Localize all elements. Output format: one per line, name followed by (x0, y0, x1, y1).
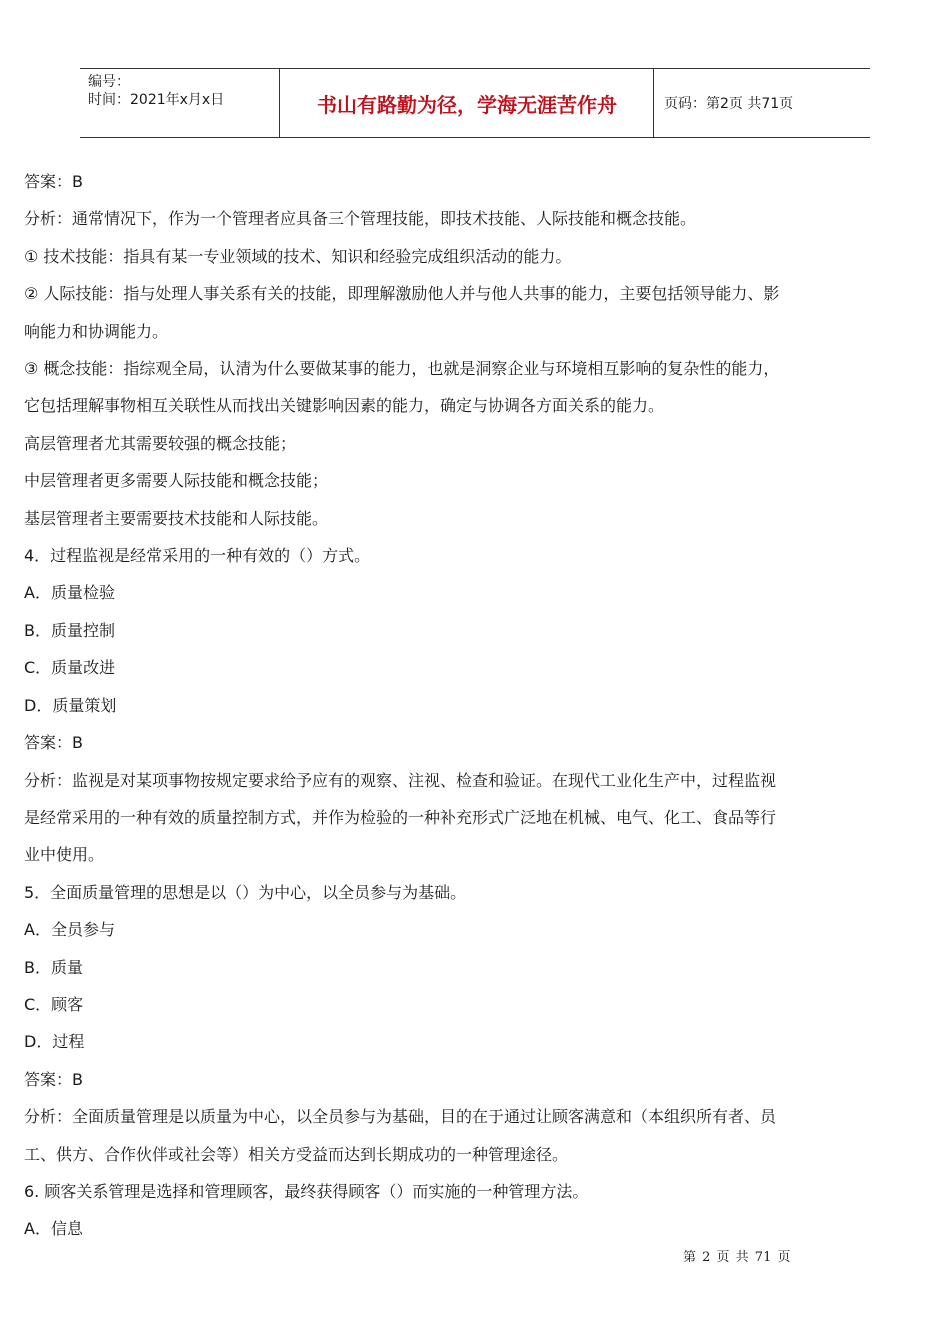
page-header (80, 68, 870, 138)
header-page-info: 页码：第2页 共71页 (664, 96, 794, 112)
option-line: C．顾客 (24, 994, 84, 1014)
text-line: ② 人际技能：指与处理人事关系有关的技能，即理解激励他人并与他人共事的能力，主要包括领导能力、影 (24, 284, 780, 304)
question-line: 6. 顾客关系管理是选择和管理顾客，最终获得顾客（）而实施的一种管理方法。 (24, 1181, 589, 1201)
option-line: B．质量 (24, 957, 83, 977)
text-line: 分析：通常情况下，作为一个管理者应具备三个管理技能，即技术技能、人际技能和概念技能。 (24, 209, 697, 229)
header-meta (80, 69, 280, 137)
page-footer: 第 2 页 共 71 页 (683, 1250, 791, 1265)
text-line: 工、供方、合作伙伴或社会等）相关方受益而达到长期成功的一种管理途径。 (24, 1144, 569, 1164)
text-line: 中层管理者更多需要人际技能和概念技能； (24, 471, 329, 491)
option-line: C．质量改进 (24, 658, 116, 678)
text-line: ③ 概念技能：指综观全局，认清为什么要做某事的能力，也就是洞察企业与环境相互影响的复杂性的能力， (24, 359, 780, 379)
time-label: 时间：2021年x月x日 (88, 92, 225, 108)
text-line: ① 技术技能：指具有某一专业领域的技术、知识和经验完成组织活动的能力。 (24, 246, 572, 266)
text-line: 高层管理者尤其需要较强的概念技能； (24, 433, 297, 453)
option-line: A．全员参与 (24, 920, 115, 940)
text-line: 响能力和协调能力。 (24, 321, 169, 341)
option-line: B．质量控制 (24, 620, 115, 640)
text-line: 基层管理者主要需要技术技能和人际技能。 (24, 508, 329, 528)
document-body (24, 163, 930, 1248)
option-line: D．过程 (24, 1032, 85, 1052)
text-line: 业中使用。 (24, 845, 105, 865)
text-line: 答案：B (24, 172, 83, 191)
option-line: A．质量检验 (24, 583, 115, 603)
text-line: 是经常采用的一种有效的质量控制方式，并作为检验的一种补充形式广泛地在机械、电气、化工、食品等行 (24, 807, 777, 827)
option-line: D．质量策划 (24, 695, 117, 715)
text-line: 分析：全面质量管理是以质量为中心，以全员参与为基础，目的在于通过让顾客满意和（本组织所有者、员 (24, 1107, 777, 1127)
code-label: 编号： (88, 74, 130, 90)
header-motto: 书山有路勤为径，学海无涯苦作舟 (281, 69, 654, 137)
question-line: 4．过程监视是经常采用的一种有效的（）方式。 (24, 546, 371, 566)
option-line: A．信息 (24, 1219, 83, 1239)
question-line: 5．全面质量管理的思想是以（）为中心，以全员参与为基础。 (24, 882, 467, 902)
answer-line: 答案：B (24, 1069, 83, 1089)
answer-line: 答案：B (24, 733, 83, 753)
text-line: 分析：监视是对某项事物按规定要求给予应有的观察、注视、检查和验证。在现代工业化生产中，过程监视 (24, 770, 777, 790)
text-line: 它包括理解事物相互关联性从而找出关键影响因素的能力，确定与协调各方面关系的能力。 (24, 396, 665, 416)
